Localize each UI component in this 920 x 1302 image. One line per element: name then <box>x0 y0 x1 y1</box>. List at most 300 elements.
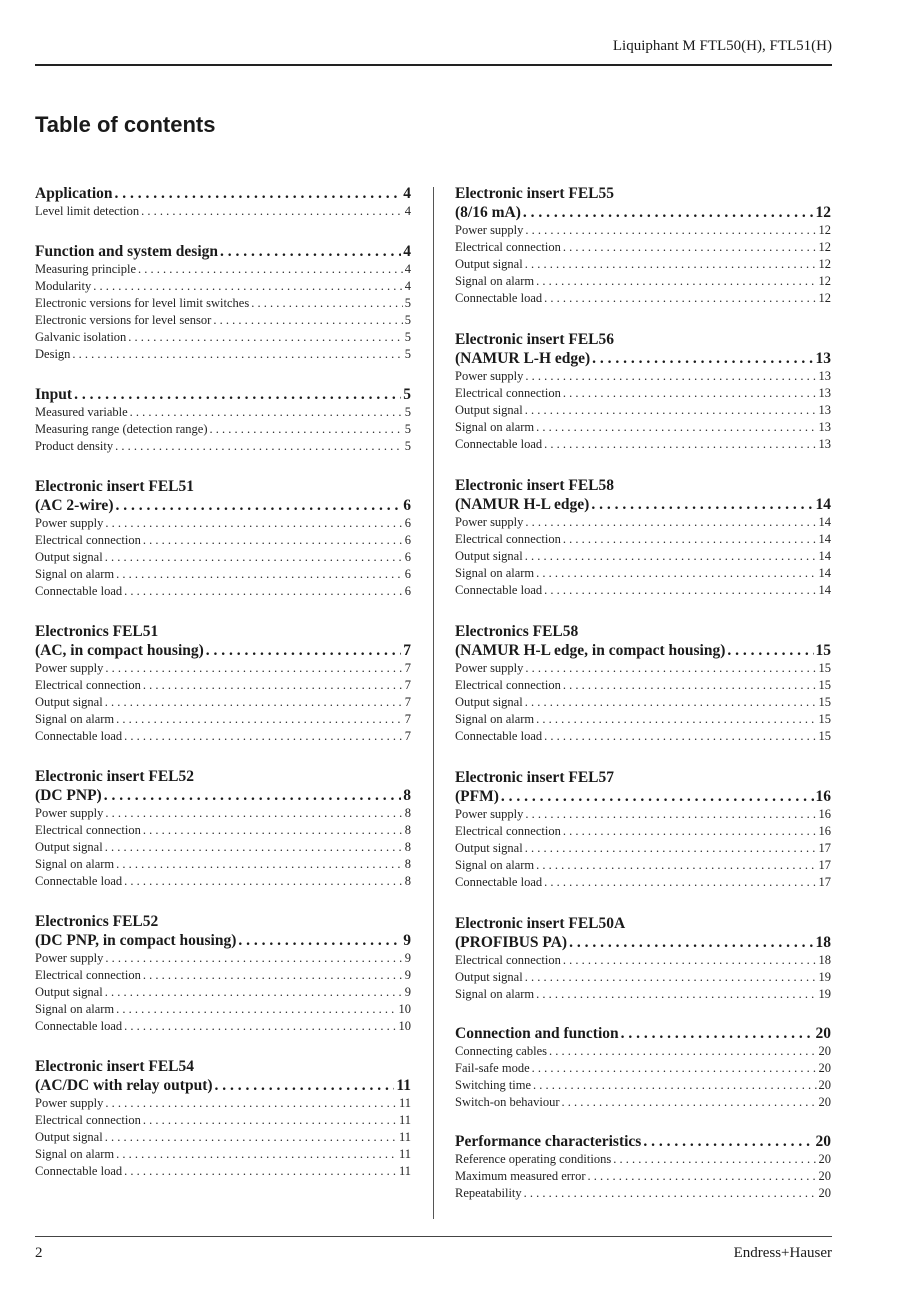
leader-dots <box>220 242 401 261</box>
section-title-row <box>455 349 831 368</box>
toc-entry[interactable] <box>455 1185 831 1202</box>
entry-label: Connecting cables <box>455 1044 547 1058</box>
leader-dots <box>124 728 403 745</box>
entry-page-number: 20 <box>818 1044 831 1058</box>
toc-section-heading[interactable] <box>35 385 411 404</box>
toc-entry[interactable] <box>35 346 411 363</box>
section-title-line1: Electronic insert FEL55 <box>455 185 614 202</box>
toc-section-heading[interactable] <box>35 767 411 805</box>
entry-page-number: 6 <box>404 533 411 547</box>
toc-entry[interactable] <box>455 694 831 711</box>
entry-page-number: 12 <box>818 274 831 288</box>
toc-entry[interactable] <box>35 660 411 677</box>
entry-page-number: 11 <box>398 1164 411 1178</box>
entry-page-number: 7 <box>404 661 411 675</box>
leader-dots <box>238 931 401 950</box>
toc-section-heading[interactable] <box>35 242 411 261</box>
toc-entry[interactable] <box>35 822 411 839</box>
entry-label: Galvanic isolation <box>35 330 127 344</box>
section-page-number: 13 <box>815 350 831 367</box>
section-title-line1: Electronic insert FEL58 <box>455 477 614 494</box>
toc-section <box>455 1132 831 1202</box>
toc-entry[interactable] <box>35 677 411 694</box>
leader-dots <box>562 1094 817 1111</box>
toc-entry[interactable] <box>455 419 831 436</box>
leader-dots <box>124 1018 396 1035</box>
toc-entry[interactable] <box>455 385 831 402</box>
entry-page-number: 13 <box>818 386 831 400</box>
entry-label: Power supply <box>35 516 104 530</box>
entry-page-number: 7 <box>404 729 411 743</box>
entry-page-number: 9 <box>404 985 411 999</box>
entry-label: Power supply <box>35 1096 104 1110</box>
entry-label: Output signal <box>35 840 103 854</box>
entry-label: Level limit detection <box>35 204 140 218</box>
section-title: (8/16 mA) <box>455 204 521 221</box>
leader-dots <box>213 312 402 329</box>
entry-page-number: 5 <box>404 347 411 361</box>
section-title: (NAMUR H-L edge) <box>455 496 590 513</box>
leader-dots <box>206 641 401 660</box>
entry-page-number: 15 <box>818 729 831 743</box>
entry-page-number: 6 <box>404 584 411 598</box>
toc-section <box>455 476 831 599</box>
entry-page-number: 20 <box>818 1061 831 1075</box>
toc-entry[interactable] <box>35 1001 411 1018</box>
leader-dots <box>544 436 816 453</box>
leader-dots <box>143 967 403 984</box>
entry-label: Signal on alarm <box>35 1147 115 1161</box>
section-title-line1: Electronic insert FEL50A <box>455 915 626 932</box>
entry-page-number: 9 <box>404 951 411 965</box>
toc-entry[interactable] <box>35 805 411 822</box>
toc-entry[interactable] <box>455 677 831 694</box>
entry-label: Product density <box>35 439 114 453</box>
leader-dots <box>143 532 403 549</box>
page-title: Table of contents <box>35 112 216 137</box>
section-title-row <box>455 641 831 660</box>
entry-page-number: 5 <box>404 296 411 310</box>
leader-dots <box>525 256 817 273</box>
document-header: Liquiphant M FTL50(H), FTL51(H) <box>612 38 832 54</box>
entry-page-number: 10 <box>398 1002 411 1016</box>
entry-page-number: 14 <box>818 549 831 563</box>
leader-dots <box>525 222 816 239</box>
leader-dots <box>138 261 403 278</box>
entry-label: Signal on alarm <box>455 858 535 872</box>
toc-section-heading[interactable] <box>455 622 831 660</box>
section-title: (AC 2-wire) <box>35 497 114 514</box>
section-title: (AC/DC with relay output) <box>35 1077 213 1094</box>
leader-dots <box>105 1129 397 1146</box>
entry-label: Measured variable <box>35 405 128 419</box>
toc-entry[interactable] <box>35 1129 411 1146</box>
leader-dots <box>525 660 816 677</box>
leader-dots <box>210 421 403 438</box>
entry-label: Connectable load <box>35 1164 123 1178</box>
toc-section-heading[interactable] <box>35 1057 411 1095</box>
entry-page-number: 5 <box>404 405 411 419</box>
entry-label: Electronic versions for level limit switches <box>35 296 250 310</box>
entry-page-number: 6 <box>404 516 411 530</box>
toc-entry[interactable] <box>455 857 831 874</box>
section-title: Performance characteristics <box>455 1133 642 1150</box>
section-title-row <box>35 786 411 805</box>
leader-dots <box>104 786 402 805</box>
leader-dots <box>116 856 403 873</box>
toc-entry[interactable] <box>455 222 831 239</box>
leader-dots <box>643 1132 813 1151</box>
entry-label: Electrical connection <box>455 824 561 838</box>
leader-dots <box>115 438 403 455</box>
entry-label: Signal on alarm <box>35 712 115 726</box>
entry-page-number: 6 <box>404 567 411 581</box>
leader-dots <box>141 203 403 220</box>
toc-section <box>35 622 411 745</box>
brand-name: Endress+Hauser <box>733 1245 832 1261</box>
section-title: (AC, in compact housing) <box>35 642 204 659</box>
leader-dots <box>130 404 403 421</box>
toc-entry[interactable] <box>35 295 411 312</box>
toc-entry[interactable] <box>455 1094 831 1111</box>
toc-entry[interactable] <box>455 368 831 385</box>
entry-label: Output signal <box>35 985 103 999</box>
section-page-number: 18 <box>815 934 831 951</box>
leader-dots <box>563 385 817 402</box>
toc-section-heading[interactable] <box>455 768 831 806</box>
leader-dots <box>115 496 401 515</box>
entry-label: Connectable load <box>455 291 543 305</box>
entry-label: Output signal <box>455 257 523 271</box>
entry-page-number: 12 <box>818 240 831 254</box>
leader-dots <box>536 273 816 290</box>
entry-label: Connectable load <box>35 584 123 598</box>
leader-dots <box>536 711 816 728</box>
leader-dots <box>563 239 817 256</box>
toc-entry[interactable] <box>35 329 411 346</box>
entry-page-number: 17 <box>818 858 831 872</box>
toc-entry[interactable] <box>455 565 831 582</box>
toc-entry[interactable] <box>455 711 831 728</box>
toc-entry[interactable] <box>35 711 411 728</box>
toc-entry[interactable] <box>455 402 831 419</box>
section-title-row <box>35 931 411 950</box>
toc-section <box>455 330 831 453</box>
entry-label: Connectable load <box>455 729 543 743</box>
entry-label: Electrical connection <box>35 533 141 547</box>
leader-dots <box>105 549 403 566</box>
toc-entry[interactable] <box>455 1043 831 1060</box>
section-page-number: 5 <box>403 386 411 403</box>
toc-entry[interactable] <box>35 421 411 438</box>
leader-dots <box>544 290 816 307</box>
section-title-row <box>455 495 831 514</box>
section-title: (NAMUR L-H edge) <box>455 350 591 367</box>
toc-entry[interactable] <box>35 950 411 967</box>
entry-label: Signal on alarm <box>455 712 535 726</box>
toc-entry[interactable] <box>455 273 831 290</box>
entry-label: Output signal <box>35 1130 103 1144</box>
entry-label: Power supply <box>35 806 104 820</box>
toc-entry[interactable] <box>455 952 831 969</box>
toc-entry[interactable] <box>35 856 411 873</box>
section-page-number: 9 <box>403 932 411 949</box>
entry-label: Output signal <box>455 841 523 855</box>
toc-entry[interactable] <box>455 531 831 548</box>
toc-entry[interactable] <box>455 1168 831 1185</box>
entry-label: Output signal <box>455 403 523 417</box>
section-title-row <box>35 641 411 660</box>
leader-dots <box>143 822 403 839</box>
section-title: (DC PNP) <box>35 787 102 804</box>
entry-page-number: 11 <box>398 1113 411 1127</box>
toc-section-heading[interactable] <box>35 184 411 203</box>
leader-dots <box>544 728 816 745</box>
leader-dots <box>588 1168 817 1185</box>
entry-label: Electrical connection <box>455 678 561 692</box>
toc-entry[interactable] <box>455 239 831 256</box>
entry-label: Electrical connection <box>35 968 141 982</box>
leader-dots <box>536 565 816 582</box>
entry-label: Output signal <box>455 549 523 563</box>
entry-page-number: 16 <box>818 824 831 838</box>
entry-label: Electronic versions for level sensor <box>35 313 212 327</box>
toc-entry[interactable] <box>455 840 831 857</box>
toc-entry[interactable] <box>35 515 411 532</box>
toc-entry[interactable] <box>35 312 411 329</box>
toc-section-heading[interactable] <box>455 184 831 222</box>
toc-entry[interactable] <box>35 1112 411 1129</box>
entry-page-number: 7 <box>404 695 411 709</box>
toc-section-heading[interactable] <box>35 477 411 515</box>
toc-entry[interactable] <box>455 806 831 823</box>
leader-dots <box>563 823 817 840</box>
entry-page-number: 19 <box>818 987 831 1001</box>
section-title: (PROFIBUS PA) <box>455 934 568 951</box>
toc-entry[interactable] <box>455 1151 831 1168</box>
leader-dots <box>124 873 403 890</box>
entry-label: Signal on alarm <box>35 1002 115 1016</box>
toc-section-heading[interactable] <box>455 1132 831 1151</box>
leader-dots <box>533 1077 816 1094</box>
toc-entry[interactable] <box>455 969 831 986</box>
leader-dots <box>105 805 402 822</box>
section-title-row <box>35 385 411 404</box>
toc-left-column <box>35 184 411 1180</box>
entry-label: Signal on alarm <box>35 567 115 581</box>
entry-page-number: 20 <box>818 1186 831 1200</box>
leader-dots <box>591 495 813 514</box>
entry-page-number: 8 <box>404 823 411 837</box>
toc-entry[interactable] <box>455 548 831 565</box>
section-title-line1: Electronic insert FEL52 <box>35 768 194 785</box>
toc-entry[interactable] <box>455 514 831 531</box>
toc-entry[interactable] <box>35 532 411 549</box>
section-page-number: 14 <box>815 496 831 513</box>
entry-page-number: 17 <box>818 875 831 889</box>
entry-page-number: 16 <box>818 807 831 821</box>
toc-entry[interactable] <box>35 967 411 984</box>
leader-dots <box>536 986 816 1003</box>
entry-page-number: 8 <box>404 857 411 871</box>
toc-entry[interactable] <box>35 1095 411 1112</box>
toc-section-heading[interactable] <box>35 912 411 950</box>
entry-label: Switching time <box>455 1078 532 1092</box>
leader-dots <box>116 711 403 728</box>
leader-dots <box>621 1024 814 1043</box>
entry-label: Power supply <box>455 369 524 383</box>
leader-dots <box>116 1001 396 1018</box>
section-title-row <box>455 1132 831 1151</box>
leader-dots <box>105 839 403 856</box>
entry-page-number: 20 <box>818 1095 831 1109</box>
section-page-number: 15 <box>815 642 831 659</box>
toc-entry[interactable] <box>35 839 411 856</box>
section-title-line1: Electronics FEL51 <box>35 623 159 640</box>
toc-entry[interactable] <box>455 823 831 840</box>
section-title-row <box>35 496 411 515</box>
toc-entry[interactable] <box>35 438 411 455</box>
toc-entry[interactable] <box>455 290 831 307</box>
leader-dots <box>72 346 402 363</box>
leader-dots <box>105 950 402 967</box>
section-title-line1: Electronics FEL58 <box>455 623 579 640</box>
leader-dots <box>93 278 403 295</box>
entry-page-number: 15 <box>818 695 831 709</box>
toc-entry[interactable] <box>35 404 411 421</box>
entry-page-number: 13 <box>818 420 831 434</box>
entry-page-number: 13 <box>818 403 831 417</box>
leader-dots <box>524 1185 817 1202</box>
section-title-line1: Electronics FEL52 <box>35 913 159 930</box>
toc-entry[interactable] <box>455 660 831 677</box>
entry-label: Maximum measured error <box>455 1169 586 1183</box>
toc-entry[interactable] <box>35 873 411 890</box>
section-title-row <box>35 1076 411 1095</box>
toc-entry[interactable] <box>35 984 411 1001</box>
toc-entry[interactable] <box>35 566 411 583</box>
toc-entry[interactable] <box>455 728 831 745</box>
entry-label: Electrical connection <box>455 240 561 254</box>
toc-section <box>35 912 411 1035</box>
section-title-line1: Electronic insert FEL51 <box>35 478 194 495</box>
toc-section-heading[interactable] <box>455 1024 831 1043</box>
footer-rule <box>35 1236 832 1237</box>
toc-section <box>35 242 411 363</box>
toc-section-heading[interactable] <box>455 914 831 952</box>
toc-entry[interactable] <box>455 1077 831 1094</box>
toc-section-heading[interactable] <box>455 330 831 368</box>
toc-entry[interactable] <box>35 278 411 295</box>
entry-page-number: 15 <box>818 678 831 692</box>
toc-section <box>455 1024 831 1111</box>
toc-entry[interactable] <box>455 256 831 273</box>
toc-entry[interactable] <box>455 1060 831 1077</box>
toc-section-heading[interactable] <box>455 476 831 514</box>
toc-entry[interactable] <box>35 583 411 600</box>
entry-page-number: 13 <box>818 369 831 383</box>
toc-section <box>455 768 831 891</box>
toc-entry[interactable] <box>35 1163 411 1180</box>
leader-dots <box>525 548 817 565</box>
toc-entry[interactable] <box>455 986 831 1003</box>
leader-dots <box>105 694 403 711</box>
toc-section <box>35 767 411 890</box>
entry-label: Connectable load <box>455 437 543 451</box>
leader-dots <box>115 184 402 203</box>
entry-label: Repeatability <box>455 1186 522 1200</box>
entry-label: Electrical connection <box>455 953 561 967</box>
toc-entry[interactable] <box>35 261 411 278</box>
entry-page-number: 14 <box>818 515 831 529</box>
entry-page-number: 5 <box>404 422 411 436</box>
entry-label: Power supply <box>455 661 524 675</box>
toc-section <box>35 184 411 220</box>
entry-page-number: 12 <box>818 223 831 237</box>
toc-section <box>35 385 411 455</box>
section-page-number: 20 <box>815 1025 831 1042</box>
toc-entry[interactable] <box>35 549 411 566</box>
leader-dots <box>532 1060 817 1077</box>
entry-label: Electrical connection <box>455 532 561 546</box>
toc-entry[interactable] <box>455 582 831 599</box>
section-title-row <box>35 242 411 261</box>
leader-dots <box>525 969 817 986</box>
leader-dots <box>105 984 403 1001</box>
entry-page-number: 4 <box>404 204 411 218</box>
entry-page-number: 15 <box>818 712 831 726</box>
entry-label: Connectable load <box>455 875 543 889</box>
entry-label: Signal on alarm <box>455 420 535 434</box>
entry-page-number: 11 <box>398 1147 411 1161</box>
leader-dots <box>592 349 813 368</box>
section-page-number: 16 <box>815 788 831 805</box>
entry-page-number: 13 <box>818 437 831 451</box>
entry-page-number: 12 <box>818 257 831 271</box>
entry-page-number: 5 <box>404 330 411 344</box>
entry-page-number: 10 <box>398 1019 411 1033</box>
toc-entry[interactable] <box>35 203 411 220</box>
entry-label: Power supply <box>455 223 524 237</box>
entry-page-number: 12 <box>818 291 831 305</box>
leader-dots <box>525 694 817 711</box>
toc-entry[interactable] <box>35 1018 411 1035</box>
entry-page-number: 4 <box>404 262 411 276</box>
toc-section <box>455 914 831 1003</box>
entry-label: Fail-safe mode <box>455 1061 530 1075</box>
section-title-row <box>455 203 831 222</box>
toc-entry[interactable] <box>35 694 411 711</box>
entry-label: Signal on alarm <box>455 274 535 288</box>
leader-dots <box>525 402 817 419</box>
leader-dots <box>143 1112 397 1129</box>
leader-dots <box>536 419 816 436</box>
toc-section-heading[interactable] <box>35 622 411 660</box>
toc-entry[interactable] <box>455 874 831 891</box>
toc-entry[interactable] <box>455 436 831 453</box>
entry-page-number: 18 <box>818 953 831 967</box>
leader-dots <box>501 787 814 806</box>
header-rule <box>35 64 832 66</box>
entry-page-number: 19 <box>818 970 831 984</box>
entry-page-number: 5 <box>404 313 411 327</box>
toc-entry[interactable] <box>35 728 411 745</box>
section-page-number: 20 <box>815 1133 831 1150</box>
toc-entry[interactable] <box>35 1146 411 1163</box>
entry-page-number: 14 <box>818 583 831 597</box>
toc-section <box>455 622 831 745</box>
leader-dots <box>727 641 813 660</box>
